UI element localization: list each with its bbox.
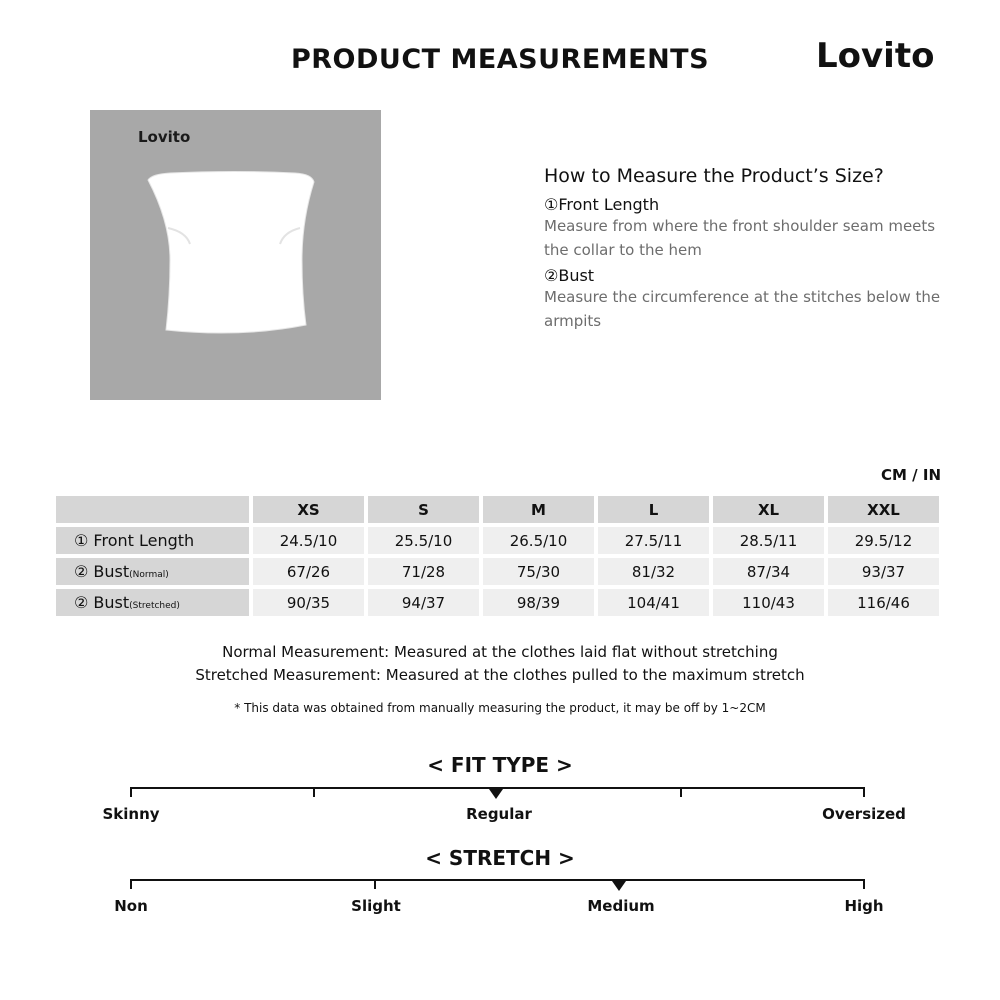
table-cell: 81/32	[598, 558, 709, 585]
size-header: S	[368, 496, 479, 523]
product-image-brand: Lovito	[138, 128, 191, 146]
table-cell: 93/37	[828, 558, 939, 585]
stretch-label: Medium	[587, 897, 655, 915]
fit-type-tick	[680, 787, 682, 797]
stretched-measurement-note: Stretched Measurement: Measured at the clothes pulled to the maximum stretch	[195, 666, 805, 684]
fit-type-label: Regular	[466, 805, 532, 823]
fit-type-marker-icon	[489, 789, 503, 799]
table-cell: 25.5/10	[368, 527, 479, 554]
product-image	[90, 110, 381, 400]
size-header-blank	[56, 496, 249, 523]
tube-top-garment-icon	[90, 110, 381, 400]
table-row	[56, 589, 939, 616]
row-label-sub: (Normal)	[129, 570, 169, 580]
size-table	[52, 492, 943, 620]
size-header: XL	[713, 496, 824, 523]
row-label	[56, 589, 249, 616]
table-cell: 71/28	[368, 558, 479, 585]
row-label-sub: (Stretched)	[129, 601, 180, 611]
fit-type-title: < FIT TYPE >	[427, 753, 573, 777]
page-title: PRODUCT MEASUREMENTS	[290, 44, 710, 75]
row-label-text: ② Bust	[74, 593, 130, 612]
normal-measurement-note: Normal Measurement: Measured at the clothes laid flat without stretching	[222, 643, 778, 661]
measurement-notes	[0, 641, 1000, 687]
how-to-measure-title: How to Measure the Product’s Size?	[544, 165, 884, 187]
table-cell: 75/30	[483, 558, 594, 585]
stretch-scale-line	[130, 879, 865, 881]
size-header: M	[483, 496, 594, 523]
table-row	[56, 527, 939, 554]
front-length-title: ①Front Length	[544, 195, 660, 214]
bust-description: Measure the circumference at the stitches below the armpits	[544, 288, 941, 330]
fit-type-tick	[130, 787, 132, 797]
fit-type-label: Oversized	[822, 805, 906, 823]
row-label	[56, 558, 249, 585]
table-cell: 98/39	[483, 589, 594, 616]
front-length-description: Measure from where the front shoulder seam meets the collar to the hem	[544, 217, 936, 259]
fit-type-label: Skinny	[102, 805, 160, 823]
row-label-text: ① Front Length	[74, 531, 195, 550]
table-cell: 104/41	[598, 589, 709, 616]
how-to-measure-section	[544, 165, 964, 337]
table-cell: 87/34	[713, 558, 824, 585]
size-header: L	[598, 496, 709, 523]
stretch-label: Non	[114, 897, 148, 915]
bust-title: ②Bust	[544, 266, 595, 285]
fit-type-tick	[863, 787, 865, 797]
table-cell: 94/37	[368, 589, 479, 616]
size-header: XXL	[828, 496, 939, 523]
table-cell: 67/26	[253, 558, 364, 585]
brand-logo: Lovito	[816, 36, 935, 76]
size-header-row	[56, 496, 939, 523]
table-cell: 116/46	[828, 589, 939, 616]
unit-label: CM / IN	[881, 466, 941, 484]
table-row	[56, 558, 939, 585]
table-cell: 28.5/11	[713, 527, 824, 554]
table-cell: 29.5/12	[828, 527, 939, 554]
stretch-tick	[374, 879, 376, 889]
table-cell: 24.5/10	[253, 527, 364, 554]
table-cell: 110/43	[713, 589, 824, 616]
table-cell: 26.5/10	[483, 527, 594, 554]
table-cell: 27.5/11	[598, 527, 709, 554]
stretch-label: High	[844, 897, 884, 915]
stretch-tick	[130, 879, 132, 889]
stretch-label: Slight	[351, 897, 401, 915]
stretch-tick	[863, 879, 865, 889]
table-cell: 90/35	[253, 589, 364, 616]
row-label	[56, 527, 249, 554]
stretch-title: < STRETCH >	[425, 846, 575, 870]
stretch-marker-icon	[612, 881, 626, 891]
fit-type-tick	[313, 787, 315, 797]
footnote: * This data was obtained from manually measuring the product, it may be off by 1~2CM	[234, 701, 766, 715]
row-label-text: ② Bust	[74, 562, 130, 581]
size-header: XS	[253, 496, 364, 523]
